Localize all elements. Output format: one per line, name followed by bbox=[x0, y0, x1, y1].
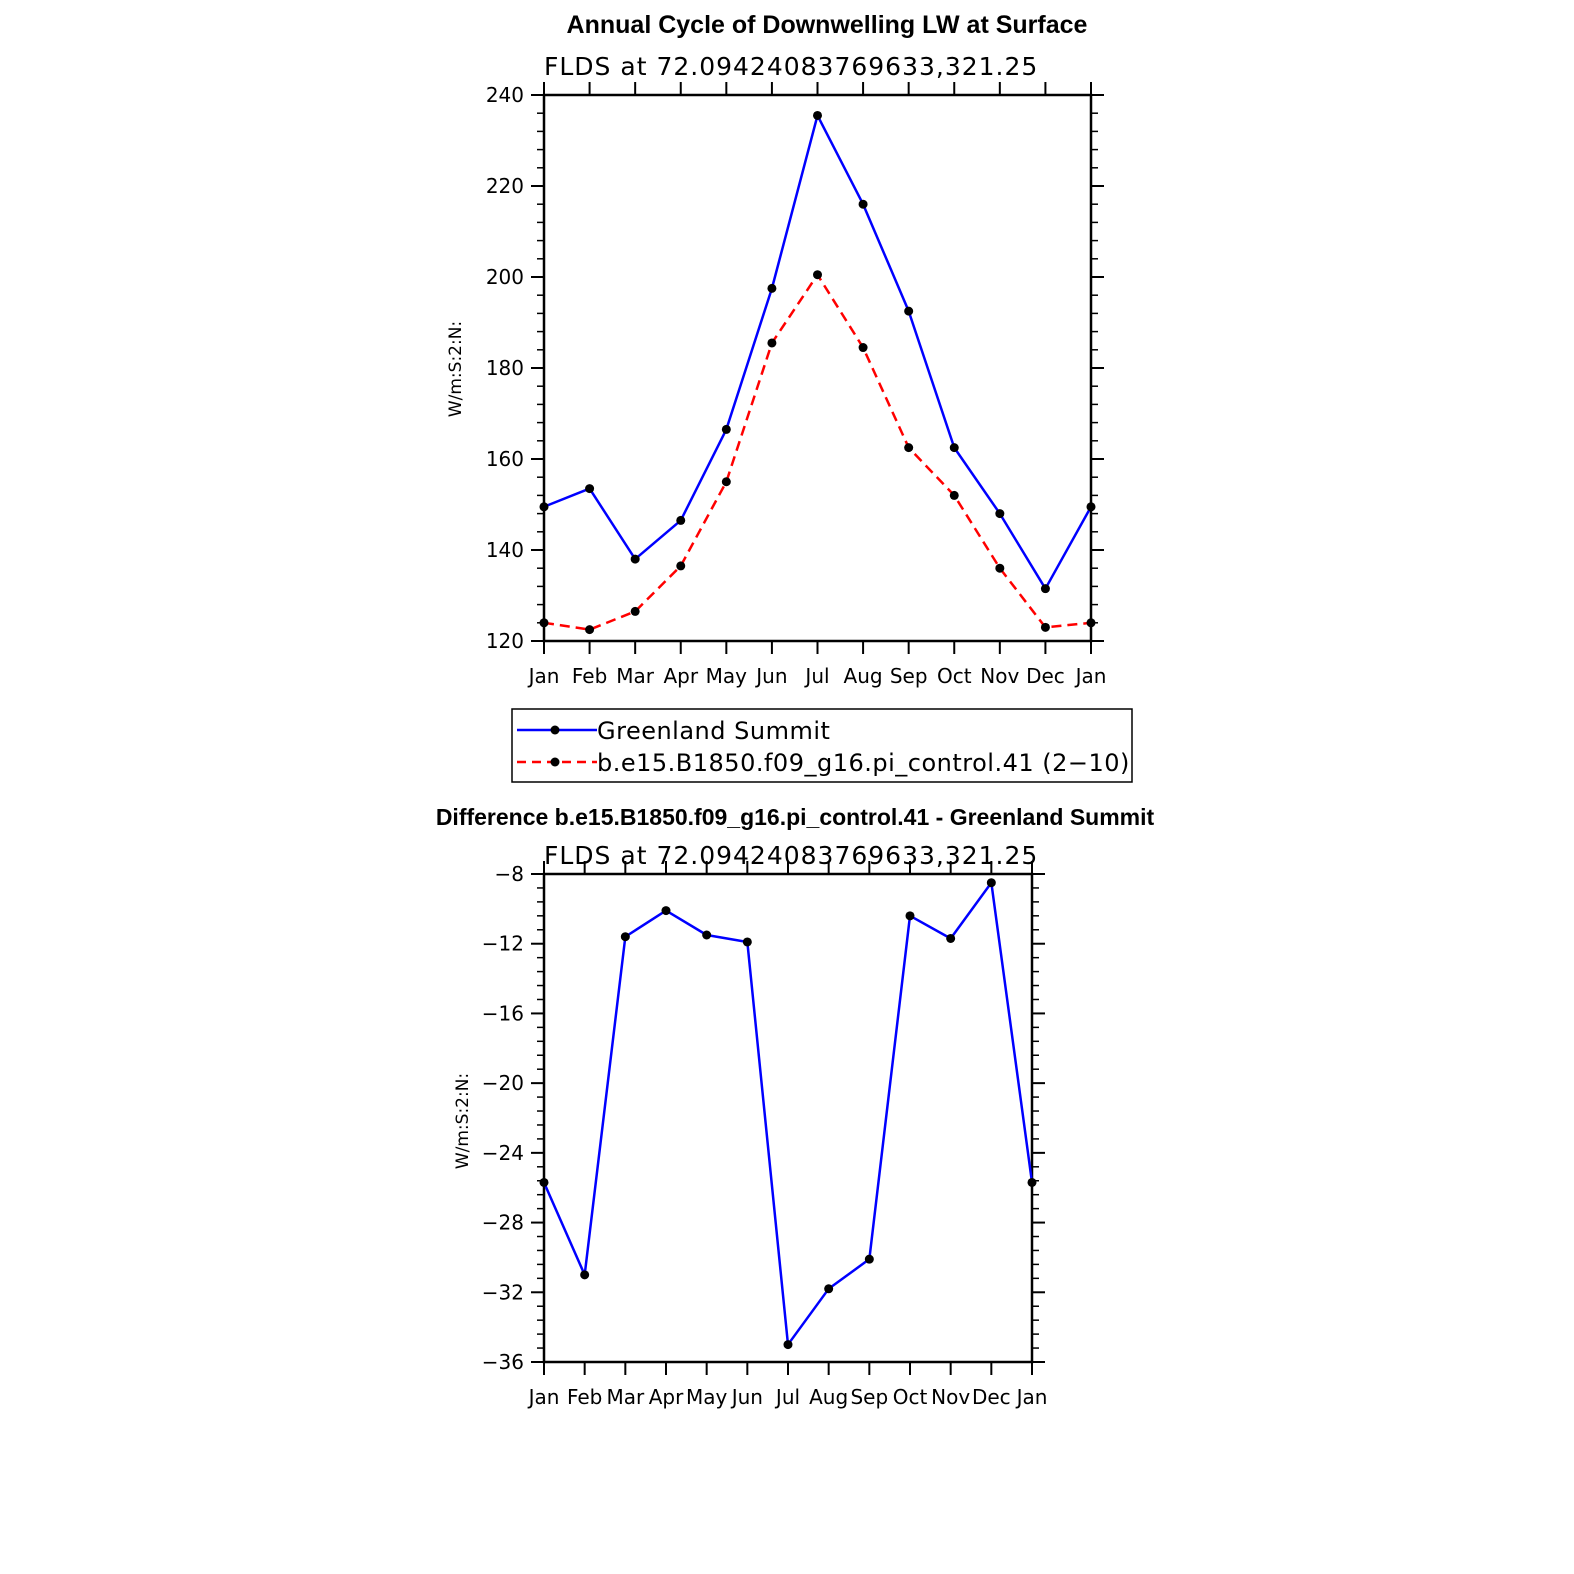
x-tick-label: Jun bbox=[731, 1385, 763, 1409]
x-tick-label: Apr bbox=[663, 664, 699, 688]
series-line-1 bbox=[544, 115, 1091, 588]
data-point bbox=[824, 1284, 833, 1293]
x-tick-label: Jan bbox=[528, 1385, 560, 1409]
chart-bottom bbox=[436, 804, 1155, 1409]
chart-top bbox=[446, 11, 1132, 782]
series-line-2 bbox=[544, 275, 1091, 630]
x-tick-label: Dec bbox=[1026, 664, 1065, 688]
y-axis-label: W/m:S:2:N: bbox=[453, 1072, 473, 1170]
x-tick-label: Oct bbox=[936, 664, 972, 688]
data-point bbox=[621, 932, 630, 941]
data-point bbox=[950, 491, 959, 500]
data-point bbox=[676, 561, 685, 570]
chart-subtitle: FLDS at 72.09424083769633,321.25 bbox=[544, 52, 1039, 81]
data-point bbox=[631, 555, 640, 564]
x-tick-label: Feb bbox=[566, 1385, 603, 1409]
data-point bbox=[865, 1255, 874, 1264]
y-tick-label: −8 bbox=[494, 862, 524, 886]
y-axis-label: W/m:S:2:N: bbox=[446, 320, 466, 418]
x-tick-label: Nov bbox=[980, 664, 1020, 688]
plot-area bbox=[482, 861, 1048, 1409]
data-point bbox=[585, 625, 594, 634]
x-tick-label: Oct bbox=[892, 1385, 928, 1409]
data-point bbox=[859, 343, 868, 352]
y-tick-label: −12 bbox=[481, 931, 524, 956]
x-tick-label: Dec bbox=[971, 1385, 1011, 1409]
data-point bbox=[580, 1270, 589, 1279]
data-point bbox=[702, 931, 711, 940]
data-point bbox=[540, 618, 549, 627]
data-point bbox=[743, 937, 752, 946]
data-point bbox=[946, 934, 955, 943]
data-point bbox=[904, 443, 913, 452]
data-point bbox=[767, 284, 776, 293]
legend-label-solid: Greenland Summit bbox=[597, 717, 831, 745]
y-tick-label: 120 bbox=[485, 629, 524, 653]
chart-subtitle: FLDS at 72.09424083769633,321.25 bbox=[544, 841, 1039, 870]
x-tick-label: May bbox=[705, 664, 748, 688]
data-point bbox=[859, 200, 868, 209]
x-tick-label: Feb bbox=[571, 664, 608, 688]
x-tick-label: Jun bbox=[756, 664, 788, 688]
data-point bbox=[906, 911, 915, 920]
data-point bbox=[540, 502, 549, 511]
plot-area bbox=[486, 82, 1107, 688]
data-point bbox=[1087, 502, 1096, 511]
data-point bbox=[904, 307, 913, 316]
data-point bbox=[987, 878, 996, 887]
data-point bbox=[767, 338, 776, 347]
y-tick-label: 160 bbox=[485, 447, 524, 471]
x-tick-label: Aug bbox=[809, 1385, 849, 1409]
y-tick-label: −16 bbox=[481, 1001, 524, 1026]
data-point bbox=[813, 111, 822, 120]
data-point bbox=[1028, 1178, 1037, 1187]
legend-label-dashed: b.e15.B1850.f09_g16.pi_control.41 (2−10) bbox=[597, 749, 1130, 777]
plot-frame bbox=[544, 874, 1032, 1362]
data-point bbox=[950, 443, 959, 452]
y-tick-label: 220 bbox=[485, 174, 524, 198]
data-point bbox=[1041, 584, 1050, 593]
data-point bbox=[995, 564, 1004, 573]
y-tick-label: 200 bbox=[485, 265, 524, 289]
x-tick-label: Jan bbox=[1016, 1385, 1048, 1409]
data-point bbox=[676, 516, 685, 525]
data-point bbox=[813, 270, 822, 279]
data-point bbox=[585, 484, 594, 493]
data-point bbox=[722, 477, 731, 486]
y-tick-label: 140 bbox=[485, 538, 524, 562]
x-tick-label: Mar bbox=[606, 1385, 645, 1409]
y-tick-label: 180 bbox=[485, 356, 524, 380]
data-point bbox=[631, 607, 640, 616]
x-tick-label: Mar bbox=[616, 664, 655, 688]
data-point bbox=[995, 509, 1004, 518]
y-tick-label: −32 bbox=[481, 1280, 524, 1305]
y-tick-label: −36 bbox=[481, 1350, 524, 1374]
data-point bbox=[1041, 623, 1050, 632]
data-point bbox=[540, 1178, 549, 1187]
x-tick-label: Jan bbox=[1075, 664, 1107, 688]
x-tick-label: Jan bbox=[528, 664, 560, 688]
y-tick-label: −28 bbox=[481, 1210, 524, 1235]
x-tick-label: Jul bbox=[805, 664, 830, 688]
y-tick-label: −20 bbox=[481, 1071, 524, 1096]
x-tick-label: Nov bbox=[931, 1385, 971, 1409]
x-tick-label: Jul bbox=[775, 1385, 801, 1409]
x-tick-label: Aug bbox=[843, 664, 883, 688]
x-tick-label: Sep bbox=[850, 1385, 889, 1409]
y-tick-label: 240 bbox=[485, 83, 524, 107]
chart-title: Difference b.e15.B1850.f09_g16.pi_control.41 - Greenland Summit bbox=[435, 804, 1155, 830]
data-point bbox=[662, 906, 671, 915]
x-tick-label: May bbox=[685, 1385, 728, 1409]
legend bbox=[512, 709, 1132, 782]
x-tick-label: Apr bbox=[648, 1385, 684, 1409]
chart-title: Annual Cycle of Downwelling LW at Surface bbox=[566, 11, 1088, 39]
y-tick-label: −24 bbox=[481, 1140, 524, 1165]
legend-marker-solid bbox=[551, 726, 560, 735]
data-point bbox=[1087, 618, 1096, 627]
data-point bbox=[784, 1340, 793, 1349]
data-point bbox=[722, 425, 731, 434]
plot-frame bbox=[544, 95, 1091, 641]
series-line-1 bbox=[544, 883, 1032, 1345]
x-tick-label: Sep bbox=[889, 664, 928, 688]
legend-marker-dashed bbox=[551, 758, 560, 767]
